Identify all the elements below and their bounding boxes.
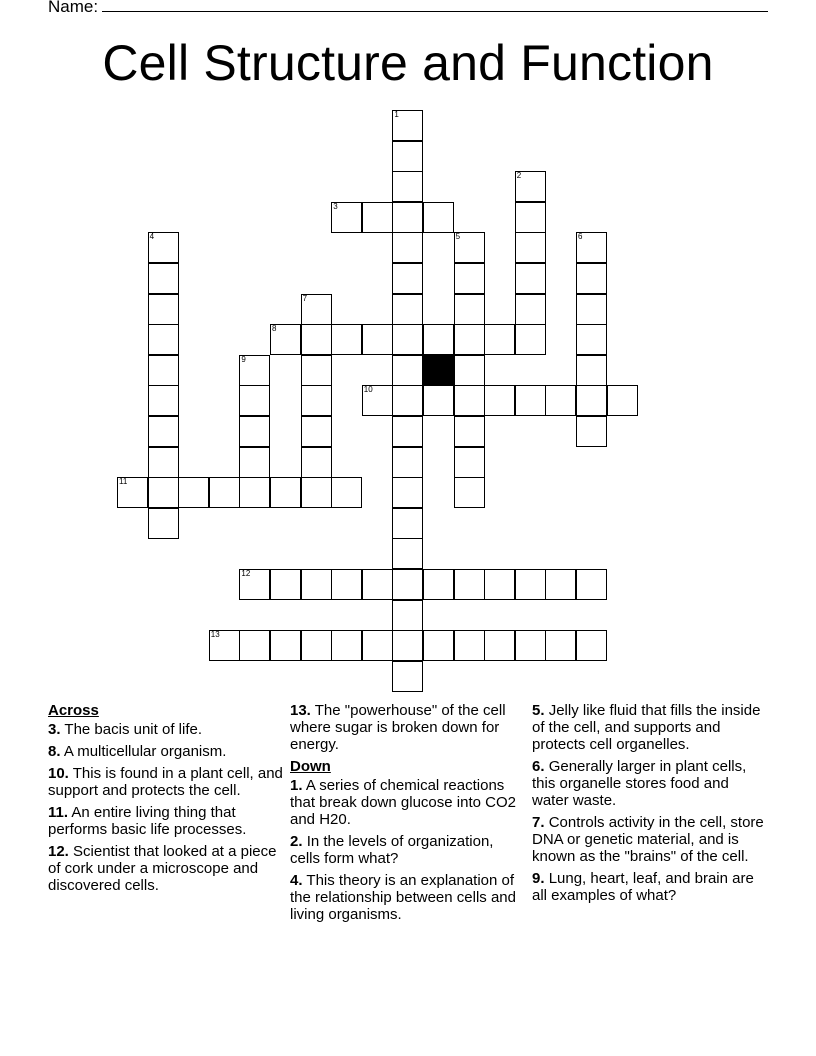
- grid-cell[interactable]: [392, 538, 423, 569]
- grid-cell[interactable]: [515, 294, 546, 325]
- grid-cell[interactable]: [301, 294, 332, 325]
- grid-cell[interactable]: [392, 630, 423, 661]
- grid-cell[interactable]: [178, 477, 209, 508]
- grid-cell[interactable]: [454, 569, 485, 600]
- grid-cell[interactable]: [392, 600, 423, 631]
- grid-cell[interactable]: [270, 569, 301, 600]
- grid-cell[interactable]: [484, 385, 515, 416]
- grid-cell[interactable]: [392, 385, 423, 416]
- grid-cell[interactable]: [301, 385, 332, 416]
- grid-cell[interactable]: [423, 569, 454, 600]
- clue-number: 3: [333, 201, 338, 211]
- grid-cell[interactable]: [239, 355, 270, 386]
- grid-cell[interactable]: [515, 171, 546, 202]
- grid-cell[interactable]: [423, 385, 454, 416]
- grid-cell[interactable]: [209, 630, 240, 661]
- puzzle-title: Cell Structure and Function: [102, 35, 714, 91]
- grid-cell[interactable]: [454, 477, 485, 508]
- grid-cell[interactable]: [392, 324, 423, 355]
- grid-cell[interactable]: [454, 630, 485, 661]
- grid-cell[interactable]: [148, 447, 179, 478]
- grid-cell[interactable]: [392, 447, 423, 478]
- clue-number: 9: [241, 354, 246, 364]
- clue-across-11: 11. An entire living thing that performs basic life processes.: [48, 804, 247, 838]
- clue-across-10: 10. This is found in a plant cell, and support and protects the cell.: [48, 765, 283, 799]
- grid-cell[interactable]: [607, 385, 638, 416]
- grid-cell[interactable]: [454, 263, 485, 294]
- grid-cell[interactable]: [576, 416, 607, 447]
- grid-cell[interactable]: [392, 263, 423, 294]
- grid-cell[interactable]: [454, 385, 485, 416]
- grid-cell[interactable]: [454, 232, 485, 263]
- grid-cell[interactable]: [362, 202, 393, 233]
- grid-cell[interactable]: [148, 355, 179, 386]
- grid-cell[interactable]: [515, 202, 546, 233]
- grid-cell[interactable]: [392, 294, 423, 325]
- clue-number: 7: [302, 293, 308, 303]
- grid-cell[interactable]: [362, 630, 393, 661]
- grid-cell[interactable]: [239, 447, 270, 478]
- clue-down-2: 2. In the levels of organization, cells form what?: [290, 833, 494, 867]
- grid-cell[interactable]: [515, 263, 546, 294]
- grid-cell[interactable]: [484, 324, 515, 355]
- grid-cell[interactable]: [117, 477, 148, 508]
- grid-cell[interactable]: [392, 141, 423, 172]
- grid-cell[interactable]: [576, 569, 607, 600]
- clue-down-7: 7. Controls activity in the cell, store DNA or genetic material, and is known as the "brains" of the cell.: [532, 814, 764, 865]
- grid-cell[interactable]: [239, 569, 270, 600]
- clue-down-6: 6. Generally larger in plant cells, this organelle stores food and water waste.: [532, 758, 747, 809]
- clue-across-12: 12. Scientist that looked at a piece of cork under a microscope and discovered cells.: [48, 843, 277, 894]
- grid-cell[interactable]: [301, 630, 332, 661]
- grid-cell[interactable]: [454, 447, 485, 478]
- grid-cell[interactable]: [301, 447, 332, 478]
- grid-cell[interactable]: [484, 569, 515, 600]
- grid-cell[interactable]: [270, 477, 301, 508]
- grid-cell[interactable]: [301, 416, 332, 447]
- grid-cell[interactable]: [331, 630, 362, 661]
- grid-cell[interactable]: [270, 630, 301, 661]
- grid-cell[interactable]: [515, 630, 546, 661]
- grid-cell[interactable]: [148, 508, 179, 539]
- grid-cell[interactable]: [148, 385, 179, 416]
- grid-cell[interactable]: [331, 477, 362, 508]
- grid-cell[interactable]: [576, 263, 607, 294]
- grid-cell[interactable]: [576, 324, 607, 355]
- grid-cell[interactable]: [423, 630, 454, 661]
- clue-number: 6: [578, 232, 583, 242]
- grid-cell[interactable]: [331, 202, 362, 233]
- name-label: Name:: [48, 0, 99, 16]
- clue-number: 4: [149, 232, 155, 242]
- grid-cell[interactable]: [331, 324, 362, 355]
- grid-cell[interactable]: [545, 630, 576, 661]
- clue-down-5: 5. Jelly like fluid that fills the inside of the cell, and supports and protects cell organelles.: [532, 702, 761, 753]
- clue-number: 5: [455, 232, 461, 242]
- grid-cell[interactable]: [270, 324, 301, 355]
- clue-down-9: 9. Lung, heart, leaf, and brain are all examples of what?: [532, 870, 754, 904]
- grid-cell[interactable]: [209, 477, 240, 508]
- grid-cell[interactable]: [239, 630, 270, 661]
- grid-cell[interactable]: [148, 477, 179, 508]
- clue-number: 2: [516, 171, 522, 181]
- grid-cell[interactable]: [148, 294, 179, 325]
- grid-cell[interactable]: [545, 385, 576, 416]
- clue-across-13: 13. The "powerhouse" of the cell where sugar is broken down for energy.: [290, 702, 506, 753]
- clue-down-4: 4. This theory is an explanation of the relationship between cells and living organisms.: [290, 872, 516, 923]
- grid-cell[interactable]: [423, 324, 454, 355]
- clues-column-1: [48, 702, 284, 899]
- grid-cell[interactable]: [362, 385, 393, 416]
- grid-cell[interactable]: [392, 171, 423, 202]
- grid-cell[interactable]: [148, 324, 179, 355]
- grid-cell[interactable]: [392, 416, 423, 447]
- grid-cell[interactable]: [515, 569, 546, 600]
- grid-cell[interactable]: [148, 263, 179, 294]
- grid-cell[interactable]: [239, 385, 270, 416]
- grid-cell[interactable]: [484, 630, 515, 661]
- grid-cell[interactable]: [392, 232, 423, 263]
- grid-cell[interactable]: [392, 508, 423, 539]
- grid-cell[interactable]: [301, 569, 332, 600]
- grid-cell[interactable]: [392, 110, 423, 141]
- grid-cell[interactable]: [576, 232, 607, 263]
- grid-cell[interactable]: [454, 355, 485, 386]
- grid-cell[interactable]: [301, 355, 332, 386]
- grid-cell[interactable]: [301, 477, 332, 508]
- grid-cell[interactable]: [576, 294, 607, 325]
- grid-cell[interactable]: [576, 355, 607, 386]
- grid-cell[interactable]: [362, 324, 393, 355]
- grid-cell[interactable]: [576, 385, 607, 416]
- clue-number: 8: [272, 324, 277, 334]
- grid-cell[interactable]: [454, 324, 485, 355]
- grid-cell[interactable]: [515, 232, 546, 263]
- grid-cell[interactable]: [423, 202, 454, 233]
- across-heading: Across: [48, 702, 99, 719]
- grid-cell[interactable]: [362, 569, 393, 600]
- grid-cell[interactable]: [454, 416, 485, 447]
- clue-across-3: 3. The bacis unit of life.: [48, 721, 202, 738]
- grid-cell[interactable]: [148, 232, 179, 263]
- clues-column-2: [290, 702, 526, 928]
- clue-number: 12: [241, 569, 251, 578]
- clues-column-3: [532, 702, 768, 909]
- grid-cell[interactable]: [576, 630, 607, 661]
- grid-cell[interactable]: [148, 416, 179, 447]
- clue-number: 11: [119, 477, 128, 487]
- black-square: [423, 355, 454, 386]
- grid-cell[interactable]: [392, 202, 423, 233]
- grid-cell[interactable]: [515, 385, 546, 416]
- grid-cell[interactable]: [392, 355, 423, 386]
- grid-cell[interactable]: [239, 416, 270, 447]
- grid-cell[interactable]: [331, 569, 362, 600]
- clue-number: 1: [394, 110, 399, 119]
- clue-number: 13: [210, 630, 220, 640]
- grid-cell[interactable]: [392, 661, 423, 692]
- grid-cell[interactable]: [301, 324, 332, 355]
- grid-cell[interactable]: [515, 324, 546, 355]
- grid-cell[interactable]: [454, 294, 485, 325]
- clue-number: 10: [363, 385, 373, 395]
- grid-cell[interactable]: [545, 569, 576, 600]
- grid-cell[interactable]: [392, 569, 423, 600]
- down-heading: Down: [290, 758, 331, 775]
- clue-across-8: 8. A multicellular organism.: [48, 743, 227, 760]
- clue-down-1: 1. A series of chemical reactions that break down glucose into CO2 and H20.: [290, 777, 516, 828]
- grid-cell[interactable]: [392, 477, 423, 508]
- grid-cell[interactable]: [239, 477, 270, 508]
